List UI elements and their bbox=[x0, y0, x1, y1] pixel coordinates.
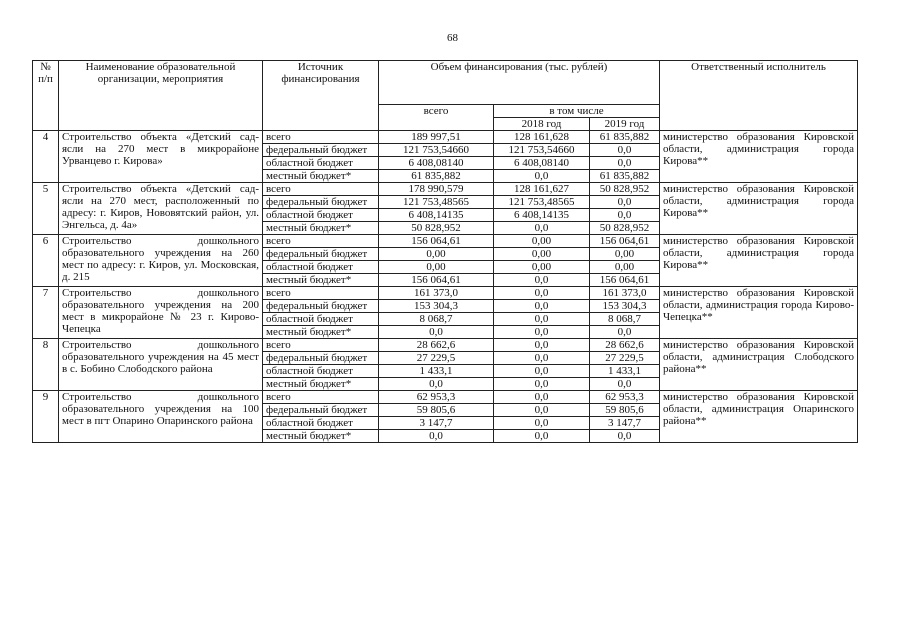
header-2019: 2019 год bbox=[590, 118, 660, 131]
funding-source: федеральный бюджет bbox=[263, 404, 379, 417]
amount-2018: 0,0 bbox=[494, 391, 590, 404]
amount-2018: 0,0 bbox=[494, 339, 590, 352]
amount-total: 153 304,3 bbox=[379, 300, 494, 313]
header-volume: Объем финансирования (тыс. рублей) bbox=[379, 61, 660, 105]
amount-2019: 8 068,7 bbox=[590, 313, 660, 326]
amount-total: 62 953,3 bbox=[379, 391, 494, 404]
amount-2018: 0,0 bbox=[494, 287, 590, 300]
table-row bbox=[33, 391, 858, 404]
row-responsible: министерство образования Кировской области, администрация Слободского района** bbox=[660, 339, 858, 391]
amount-total: 6 408,08140 bbox=[379, 157, 494, 170]
funding-source: областной бюджет bbox=[263, 157, 379, 170]
funding-source: областной бюджет bbox=[263, 261, 379, 274]
amount-2018: 0,0 bbox=[494, 300, 590, 313]
funding-table bbox=[32, 60, 858, 443]
row-number: 9 bbox=[33, 391, 59, 443]
amount-2019: 0,0 bbox=[590, 209, 660, 222]
row-organization-name: Строительство дошкольного образовательного учреждения на 200 мест в микрорайоне № 23 г. Кирово-Чепецка bbox=[59, 287, 263, 339]
funding-source: федеральный бюджет bbox=[263, 196, 379, 209]
row-number: 7 bbox=[33, 287, 59, 339]
amount-total: 0,0 bbox=[379, 430, 494, 443]
funding-source: федеральный бюджет bbox=[263, 352, 379, 365]
row-responsible: министерство образования Кировской области, администрация города Кирово-Чепецка** bbox=[660, 287, 858, 339]
funding-source: всего bbox=[263, 183, 379, 196]
funding-source: всего bbox=[263, 339, 379, 352]
amount-2019: 61 835,882 bbox=[590, 170, 660, 183]
amount-total: 59 805,6 bbox=[379, 404, 494, 417]
amount-total: 6 408,14135 bbox=[379, 209, 494, 222]
amount-2019: 3 147,7 bbox=[590, 417, 660, 430]
header-number: № п/п bbox=[33, 61, 59, 131]
amount-total: 189 997,51 bbox=[379, 131, 494, 144]
amount-2019: 0,00 bbox=[590, 261, 660, 274]
row-organization-name: Строительство дошкольного образовательного учреждения на 260 мест по адресу: г. Киров, ул. Московская, д. 215 bbox=[59, 235, 263, 287]
amount-2018: 0,0 bbox=[494, 352, 590, 365]
amount-2018: 128 161,628 bbox=[494, 131, 590, 144]
amount-2019: 156 064,61 bbox=[590, 274, 660, 287]
funding-source: всего bbox=[263, 235, 379, 248]
amount-2018: 0,00 bbox=[494, 248, 590, 261]
amount-2018: 0,0 bbox=[494, 404, 590, 417]
amount-total: 161 373,0 bbox=[379, 287, 494, 300]
amount-2018: 0,0 bbox=[494, 430, 590, 443]
amount-2018: 121 753,54660 bbox=[494, 144, 590, 157]
funding-source: всего bbox=[263, 287, 379, 300]
amount-total: 0,00 bbox=[379, 248, 494, 261]
funding-source: федеральный бюджет bbox=[263, 144, 379, 157]
amount-total: 1 433,1 bbox=[379, 365, 494, 378]
amount-total: 8 068,7 bbox=[379, 313, 494, 326]
amount-2019: 50 828,952 bbox=[590, 183, 660, 196]
header-source: Источник финансирования bbox=[263, 61, 379, 131]
table-row bbox=[33, 235, 858, 248]
amount-total: 0,0 bbox=[379, 326, 494, 339]
row-number: 4 bbox=[33, 131, 59, 183]
header-2018: 2018 год bbox=[494, 118, 590, 131]
row-organization-name: Строительство дошкольного образовательного учреждения на 100 мест в пгт Опарино Опаринского района bbox=[59, 391, 263, 443]
table-row bbox=[33, 287, 858, 300]
row-number: 6 bbox=[33, 235, 59, 287]
amount-2019: 153 304,3 bbox=[590, 300, 660, 313]
row-responsible: министерство образования Кировской области, администрация города Кирова** bbox=[660, 183, 858, 235]
amount-2019: 0,0 bbox=[590, 378, 660, 391]
amount-2019: 0,0 bbox=[590, 196, 660, 209]
amount-2019: 0,0 bbox=[590, 144, 660, 157]
amount-total: 0,0 bbox=[379, 378, 494, 391]
row-number: 8 bbox=[33, 339, 59, 391]
funding-source: областной бюджет bbox=[263, 365, 379, 378]
funding-source: областной бюджет bbox=[263, 417, 379, 430]
page-number: 68 bbox=[447, 32, 458, 44]
amount-total: 178 990,579 bbox=[379, 183, 494, 196]
funding-source: всего bbox=[263, 131, 379, 144]
amount-2019: 0,0 bbox=[590, 326, 660, 339]
row-organization-name: Строительство объекта «Детский сад-ясли на 270 мест в микрорайоне Урванцево г. Кирова» bbox=[59, 131, 263, 183]
amount-2018: 0,0 bbox=[494, 313, 590, 326]
amount-2018: 121 753,48565 bbox=[494, 196, 590, 209]
amount-total: 0,00 bbox=[379, 261, 494, 274]
funding-source: местный бюджет* bbox=[263, 222, 379, 235]
amount-2019: 61 835,882 bbox=[590, 131, 660, 144]
amount-2018: 0,0 bbox=[494, 170, 590, 183]
amount-total: 156 064,61 bbox=[379, 274, 494, 287]
amount-2018: 0,00 bbox=[494, 261, 590, 274]
funding-source: местный бюджет* bbox=[263, 430, 379, 443]
header-name: Наименование образовательной организации, мероприятия bbox=[59, 61, 263, 131]
table-row bbox=[33, 131, 858, 144]
row-responsible: министерство образования Кировской области, администрация города Кирова** bbox=[660, 131, 858, 183]
amount-total: 50 828,952 bbox=[379, 222, 494, 235]
row-number: 5 bbox=[33, 183, 59, 235]
row-responsible: министерство образования Кировской области, администрация города Кирова** bbox=[660, 235, 858, 287]
funding-source: местный бюджет* bbox=[263, 378, 379, 391]
funding-source: всего bbox=[263, 391, 379, 404]
amount-total: 121 753,54660 bbox=[379, 144, 494, 157]
funding-source: местный бюджет* bbox=[263, 326, 379, 339]
funding-source: областной бюджет bbox=[263, 209, 379, 222]
amount-2018: 0,0 bbox=[494, 417, 590, 430]
header-total: всего bbox=[379, 105, 494, 131]
funding-source: федеральный бюджет bbox=[263, 300, 379, 313]
amount-2019: 0,0 bbox=[590, 430, 660, 443]
header-including: в том числе bbox=[494, 105, 660, 118]
amount-total: 27 229,5 bbox=[379, 352, 494, 365]
amount-total: 3 147,7 bbox=[379, 417, 494, 430]
amount-2018: 6 408,08140 bbox=[494, 157, 590, 170]
row-responsible: министерство образования Кировской области, администрация Опаринского района** bbox=[660, 391, 858, 443]
amount-2019: 0,00 bbox=[590, 248, 660, 261]
funding-source: местный бюджет* bbox=[263, 274, 379, 287]
amount-2018: 6 408,14135 bbox=[494, 209, 590, 222]
table-row bbox=[33, 183, 858, 196]
amount-total: 28 662,6 bbox=[379, 339, 494, 352]
amount-total: 121 753,48565 bbox=[379, 196, 494, 209]
funding-source: федеральный бюджет bbox=[263, 248, 379, 261]
amount-2018: 0,0 bbox=[494, 326, 590, 339]
amount-2019: 28 662,6 bbox=[590, 339, 660, 352]
amount-2018: 128 161,627 bbox=[494, 183, 590, 196]
amount-2019: 62 953,3 bbox=[590, 391, 660, 404]
amount-2019: 27 229,5 bbox=[590, 352, 660, 365]
amount-2018: 0,0 bbox=[494, 365, 590, 378]
amount-2018: 0,0 bbox=[494, 222, 590, 235]
row-organization-name: Строительство дошкольного образовательного учреждения на 45 мест в с. Бобино Слободского района bbox=[59, 339, 263, 391]
amount-2019: 59 805,6 bbox=[590, 404, 660, 417]
amount-2019: 161 373,0 bbox=[590, 287, 660, 300]
amount-2018: 0,0 bbox=[494, 274, 590, 287]
amount-total: 61 835,882 bbox=[379, 170, 494, 183]
amount-2019: 156 064,61 bbox=[590, 235, 660, 248]
amount-2019: 50 828,952 bbox=[590, 222, 660, 235]
amount-2019: 1 433,1 bbox=[590, 365, 660, 378]
funding-source: областной бюджет bbox=[263, 313, 379, 326]
amount-2019: 0,0 bbox=[590, 157, 660, 170]
funding-source: местный бюджет* bbox=[263, 170, 379, 183]
row-organization-name: Строительство объекта «Детский сад-ясли на 270 мест, расположенный по адресу: г. Киров, Нововятский район, ул. Энгельса, д. 4а» bbox=[59, 183, 263, 235]
amount-2018: 0,00 bbox=[494, 235, 590, 248]
amount-total: 156 064,61 bbox=[379, 235, 494, 248]
table-body bbox=[33, 131, 858, 443]
table-row bbox=[33, 339, 858, 352]
amount-2018: 0,0 bbox=[494, 378, 590, 391]
header-responsible: Ответственный исполнитель bbox=[660, 61, 858, 131]
